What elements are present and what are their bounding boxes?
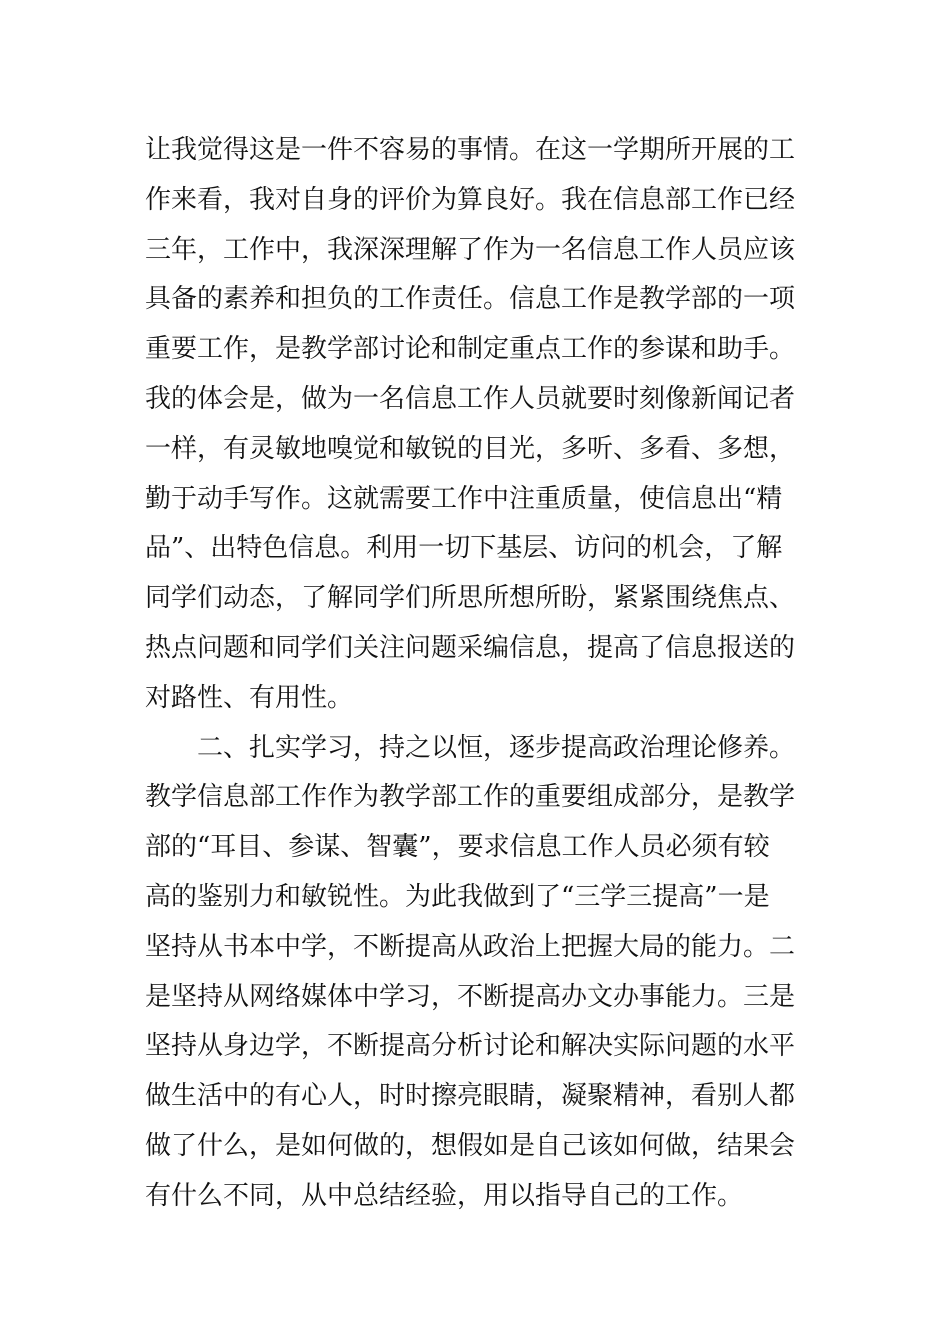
text-line: 具备的素养和担负的工作责任。信息工作是教学部的一项: [145, 284, 796, 315]
body-text: [145, 126, 810, 1222]
text-line: 品”、出特色信息。利用一切下基层、访问的机会，了解: [145, 533, 783, 564]
text-line: 做了什么，是如何做的，想假如是自己该如何做，结果会: [145, 1130, 796, 1161]
text-line: 有什么不同，从中总结经验，用以指导自己的工作。: [145, 1180, 744, 1211]
text-line: 同学们动态，了解同学们所思所想所盼，紧紧围绕焦点、: [145, 583, 796, 614]
text-line: 高的鉴别力和敏锐性。为此我做到了“三学三提高”一是: [145, 881, 770, 912]
text-line: 做生活中的有心人，时时擦亮眼睛，凝聚精神，看别人都: [145, 1081, 796, 1112]
text-line: 教学信息部工作作为教学部工作的重要组成部分，是教学: [145, 782, 796, 813]
text-line: 重要工作，是教学部讨论和制定重点工作的参谋和助手。: [145, 334, 796, 365]
text-line: 对路性、有用性。: [145, 682, 354, 713]
section-heading: 二、扎实学习，持之以恒，逐步提高政治理论修养。: [197, 732, 796, 763]
text-line: 坚持从书本中学，不断提高从政治上把握大局的能力。二: [145, 931, 796, 962]
text-line: 部的“耳目、参谋、智囊”，要求信息工作人员必须有较: [145, 832, 770, 863]
text-line: 一样，有灵敏地嗅觉和敏锐的目光，多听、多看、多想，: [145, 433, 796, 464]
text-line: 作来看，我对自身的评价为算良好。我在信息部工作已经: [145, 184, 796, 215]
text-line: 我的体会是，做为一名信息工作人员就要时刻像新闻记者: [145, 383, 796, 414]
text-line: 热点问题和同学们关注问题采编信息，提高了信息报送的: [145, 632, 796, 663]
text-line: 是坚持从网络媒体中学习，不断提高办文办事能力。三是: [145, 981, 796, 1012]
text-line: 三年，工作中，我深深理解了作为一名信息工作人员应该: [145, 234, 796, 265]
text-line: 坚持从身边学，不断提高分析讨论和解决实际问题的水平: [145, 1031, 796, 1062]
text-line: 让我觉得这是一件不容易的事情。在这一学期所开展的工: [145, 135, 796, 165]
text-line: 勤于动手写作。这就需要工作中注重质量，使信息出“精: [145, 483, 783, 514]
